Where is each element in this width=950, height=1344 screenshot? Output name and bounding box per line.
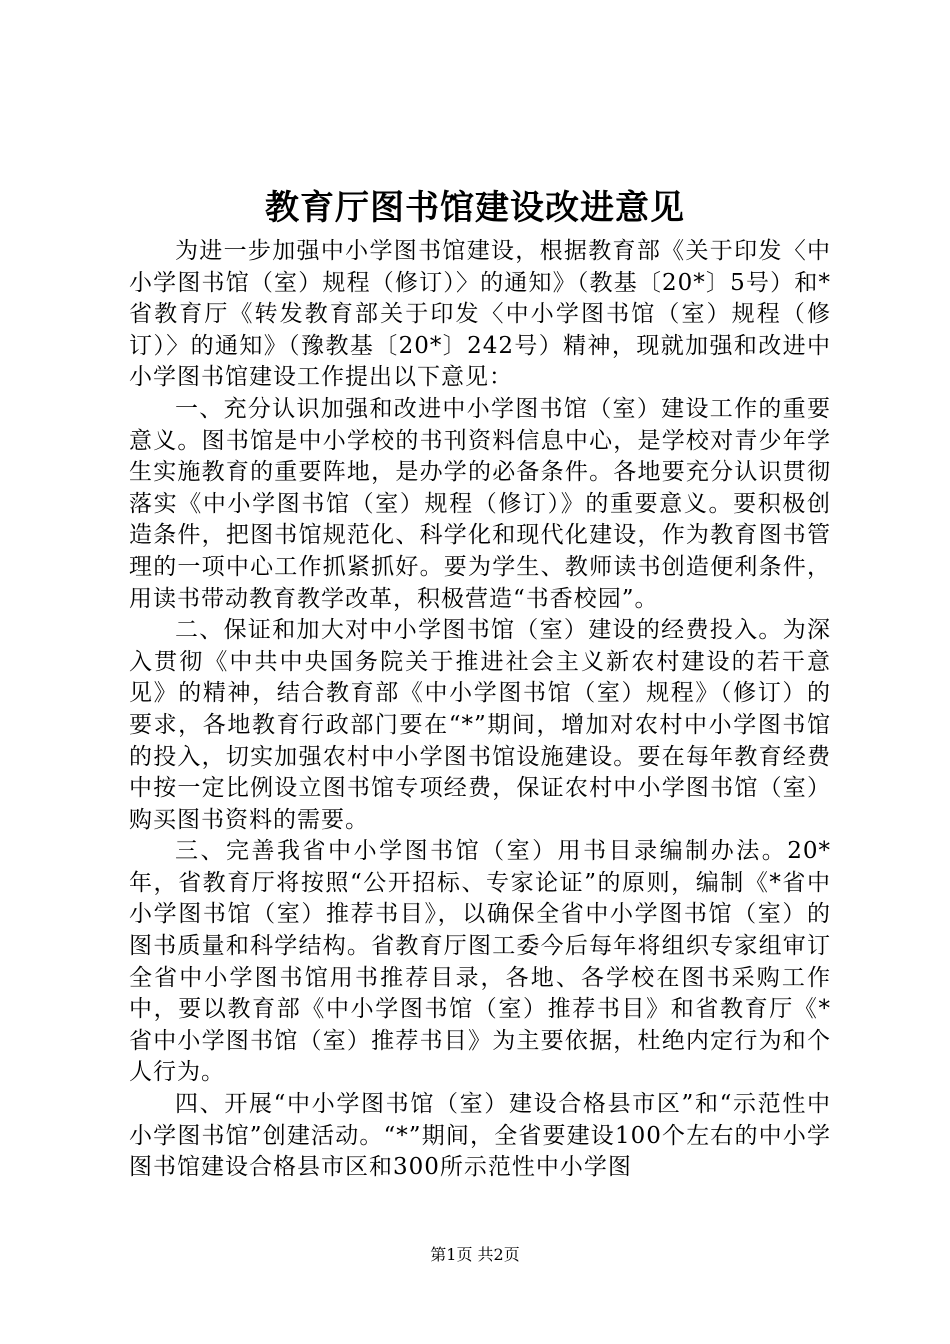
page-number-footer: 第1页 共2页 [430,1245,520,1264]
paragraph-section-2: 二、保证和加大对中小学图书馆（室）建设的经费投入。为深入贯彻《中共中央国务院关于推进社会主义新农村建设的若干意见》的精神，结合教育部《中小学图书馆（室）规程》（修订）的要求，各地教育行政部门要在“*”期间，增加对农村中小学图书馆的投入，切实加强农村中小学图书馆设施建设。要在每年教育经费中按一定比例设立图书馆专项经费，保证农村中小学图书馆（室）购买图书资料的需要。 [129,617,831,833]
paragraph-intro: 为进一步加强中小学图书馆建设，根据教育部《关于印发〈中小学图书馆（室）规程（修订）〉的通知》（教基〔20*〕5号）和*省教育厅《转发教育部关于印发〈中小学图书馆（室）规程（修订）〉的通知》（豫教基〔20*〕242号）精神，现就加强和改进中小学图书馆建设工作提出以下意见： [129,238,831,391]
paragraph-section-1: 一、充分认识加强和改进中小学图书馆（室）建设工作的重要意义。图书馆是中小学校的书刊资料信息中心，是学校对青少年学生实施教育的重要阵地，是办学的必备条件。各地要充分认识贯彻落实《中小学图书馆（室）规程（修订）》的重要意义。要积极创造条件，把图书馆规范化、科学化和现代化建设，作为教育图书管理的一项中心工作抓紧抓好。要为学生、教师读书创造便利条件，用读书带动教育教学改革，积极营造“书香校园”。 [129,395,831,612]
document-title: 教育厅图书馆建设改进意见 [265,188,685,228]
paragraph-section-3: 三、完善我省中小学图书馆（室）用书目录编制办法。20*年，省教育厅将按照“公开招标、专家论证”的原则，编制《*省中小学图书馆（室）推荐书目》，以确保全省中小学图书馆（室）的图书质量和科学结构。省教育厅图工委今后每年将组织专家组审订全省中小学图书馆用书推荐目录，各地、各学校在图书采购工作中，要以教育部《中小学图书馆（室）推荐书目》和省教育厅《*省中小学图书馆（室）推荐书目》为主要依据，杜绝内定行为和个人行为。 [129,838,831,1086]
paragraph-section-4: 四、开展“中小学图书馆（室）建设合格县市区”和“示范性中小学图书馆”创建活动。“*”期间，全省要建设100个左右的中小学图书馆建设合格县市区和300所示范性中小学图 [129,1091,831,1181]
document-body [129,236,831,1184]
